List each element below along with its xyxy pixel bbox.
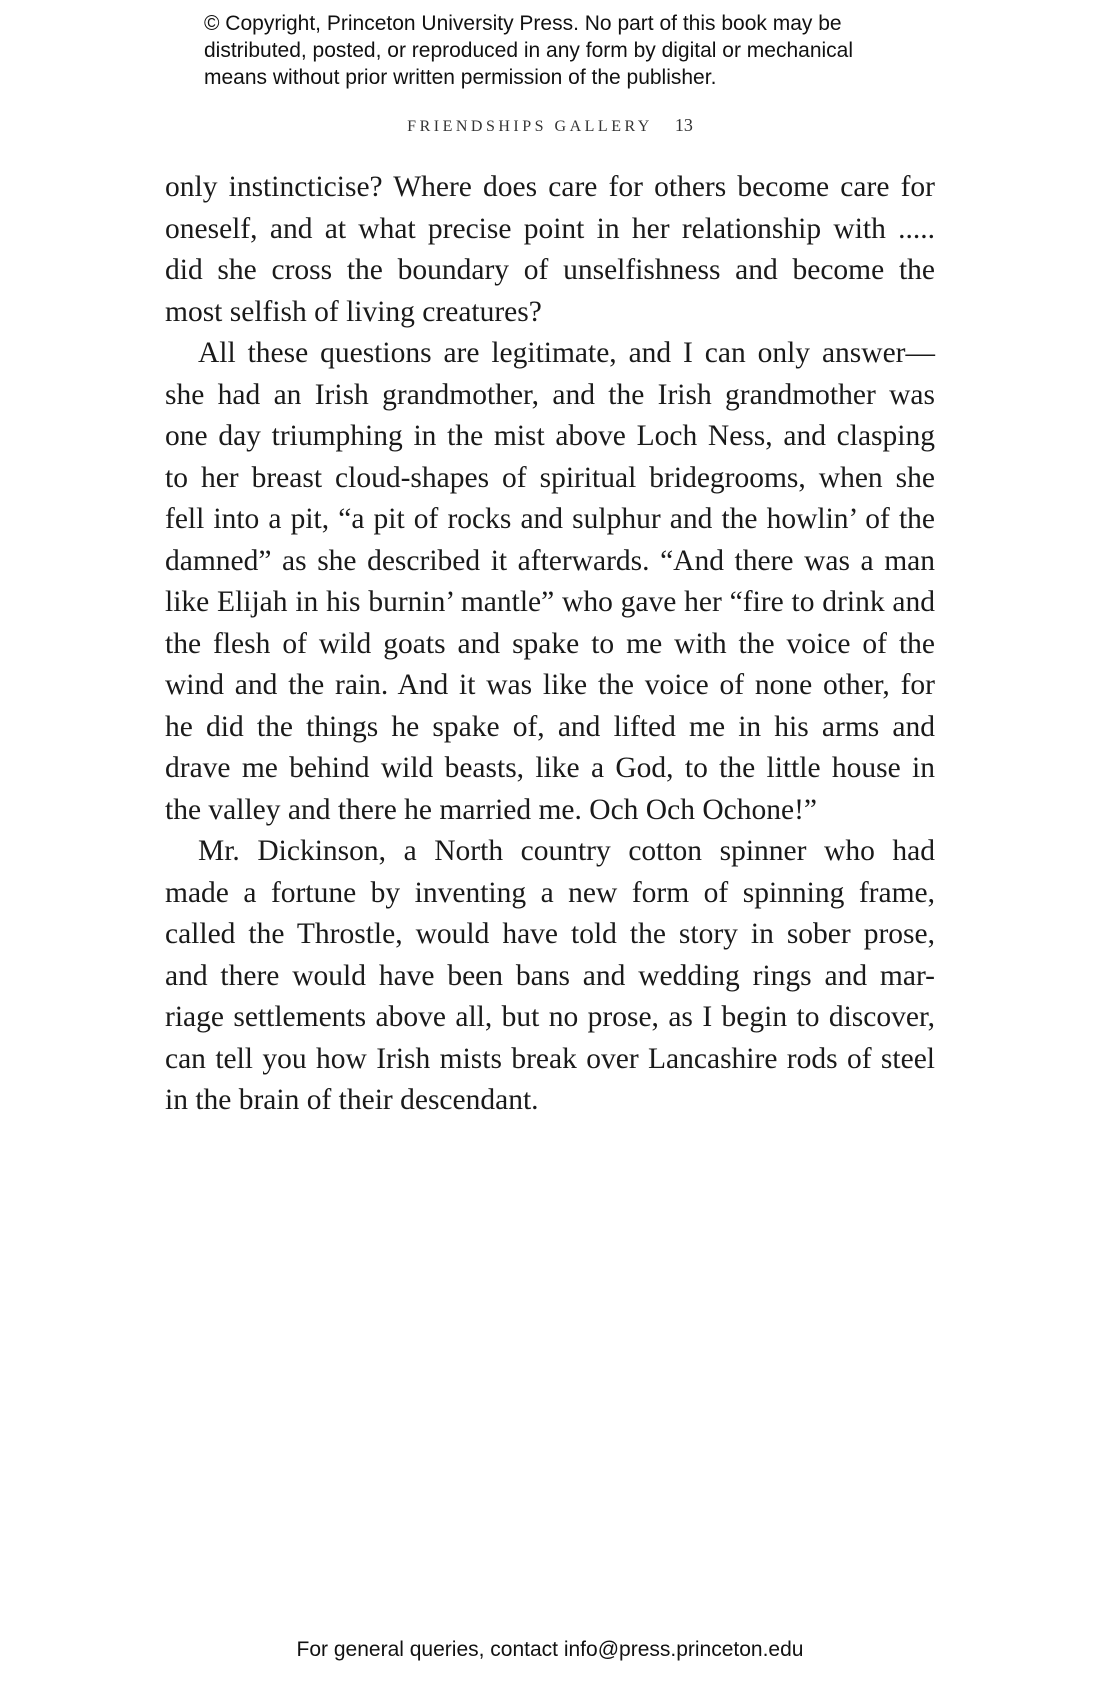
text-line: and there would have been bans and wedding rings and mar- <box>165 959 935 992</box>
body-text <box>165 167 935 1122</box>
text-line: he did the things he spake of, and lifted me in his arms and <box>165 710 935 743</box>
copyright-line: means without prior written permission of the publisher. <box>204 66 717 89</box>
page-number: 13 <box>674 115 693 135</box>
text-line: one day triumphing in the mist above Loch Ness, and clasping <box>165 420 935 452</box>
text-line: she had an Irish grandmother, and the Irish grandmother was <box>165 378 935 411</box>
running-head <box>0 115 1100 136</box>
text-line: drave me behind wild beasts, like a God, to the little house in <box>165 752 935 784</box>
text-line: fell into a pit, “a pit of rocks and sulphur and the howlin’ of the <box>165 503 935 535</box>
text-line: called the Throstle, would have told the story in sober prose, <box>165 918 935 950</box>
text-line: like Elijah in his burnin’ mantle” who gave her “fire to drink and <box>165 586 935 618</box>
text-line: can tell you how Irish mists break over Lancashire rods of steel <box>165 1042 935 1075</box>
text-line: did she cross the boundary of unselfishness and become the <box>165 254 935 286</box>
running-head-title: FRIENDSHIPS GALLERY <box>407 118 653 135</box>
text-line: wind and the rain. And it was like the voice of none other, for <box>165 669 935 701</box>
text-line: All these questions are legitimate, and I can only answer— <box>198 337 935 369</box>
text-line: the flesh of wild goats and spake to me with the voice of the <box>165 627 935 660</box>
copyright-line: distributed, posted, or reproduced in any form by digital or mechanical <box>204 39 854 62</box>
copyright-line: © Copyright, Princeton University Press. No part of this book may be <box>204 12 842 35</box>
copyright-notice <box>204 10 924 91</box>
footer-contact: For general queries, contact info@press.princeton.edu <box>296 1638 804 1661</box>
text-line: to her breast cloud-shapes of spiritual bridegrooms, when she <box>165 461 935 494</box>
text-line: in the brain of their descendant. <box>165 1084 539 1116</box>
text-line: Mr. Dickinson, a North country cotton spinner who had <box>198 835 935 867</box>
text-line: only instincticise? Where does care for others become care for <box>165 171 935 203</box>
text-line: made a fortune by inventing a new form of spinning frame, <box>165 876 935 909</box>
text-line: oneself, and at what precise point in her relationship with ..... <box>165 212 935 245</box>
text-line: riage settlements above all, but no prose, as I begin to discover, <box>165 1001 935 1033</box>
text-line: the valley and there he married me. Och Och Ochone!” <box>165 793 817 826</box>
text-line: damned” as she described it afterwards. “And there was a man <box>165 544 935 577</box>
text-line: most selfish of living creatures? <box>165 295 542 328</box>
